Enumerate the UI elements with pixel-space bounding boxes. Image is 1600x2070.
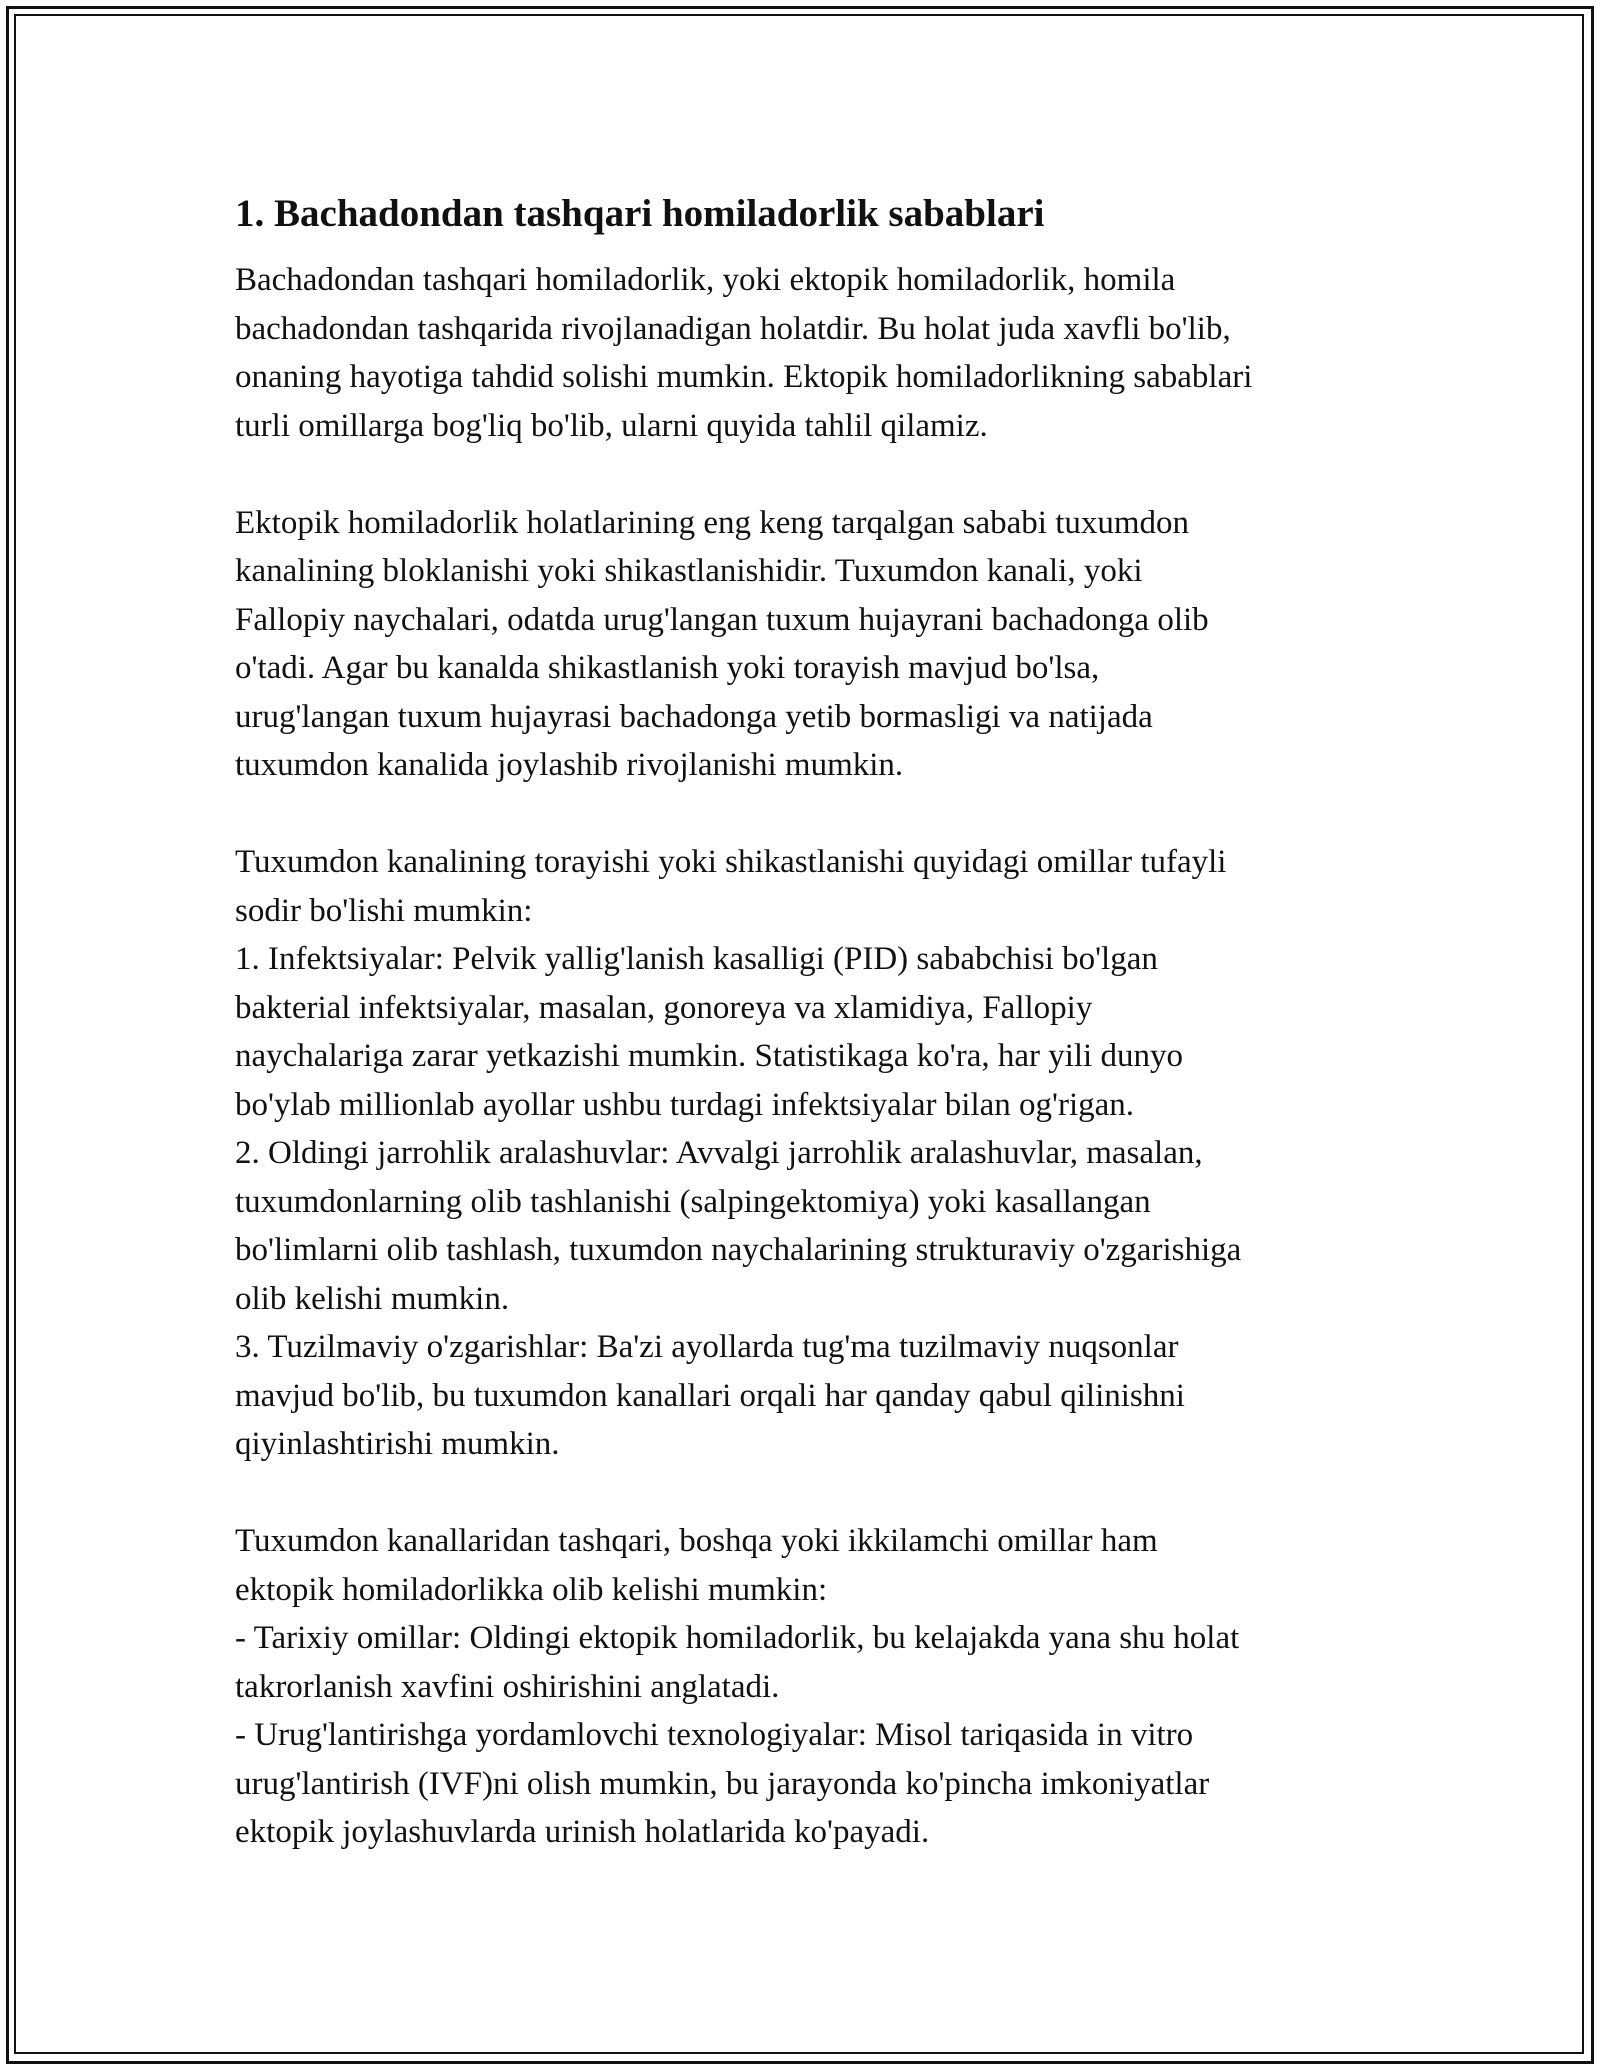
document-body <box>235 186 1375 1905</box>
text-line: turli omillarga bog'liq bo'lib, ularni quyida tahlil qilamiz. <box>235 407 988 444</box>
text-line: bo'limlarni olib tashlash, tuxumdon naychalarining strukturaviy o'zgarishiga <box>235 1232 1242 1268</box>
text-line: urug'langan tuxum hujayrasi bachadonga yetib bormasligi va natijada <box>235 698 1153 735</box>
text-line: takrorlanish xavfini oshirishini anglatadi. <box>235 1668 780 1705</box>
text-line: tuxumdon kanalida joylashib rivojlanishi mumkin. <box>235 747 904 783</box>
text-line: Bachadondan tashqari homiladorlik, yoki ektopik homiladorlik, homila <box>235 262 1176 298</box>
list-item-line: 1. Infektsiyalar: Pelvik yallig'lanish kasalligi (PID) sababchisi bo'lgan <box>235 941 1158 977</box>
text-line: o'tadi. Agar bu kanalda shikastlanish yoki torayish mavjud bo'lsa, <box>235 650 1100 686</box>
text-line: qiyinlashtirishi mumkin. <box>235 1426 560 1462</box>
list-item-line: - Tarixiy omillar: Oldingi ektopik homiladorlik, bu kelajakda yana shu holat <box>235 1620 1240 1656</box>
text-line: tuxumdonlarning olib tashlanishi (salpingektomiya) yoki kasallangan <box>235 1183 1151 1220</box>
paragraph-factors-list <box>235 838 1375 1469</box>
text-line: bakterial infektsiyalar, masalan, gonoreya va xlamidiya, Fallopiy <box>235 989 1093 1026</box>
text-line: urug'lantirish (IVF)ni olish mumkin, bu jarayonda ko'pincha imkoniyatlar <box>235 1765 1210 1802</box>
text-line: Tuxumdon kanallaridan tashqari, boshqa yoki ikkilamchi omillar ham <box>235 1523 1158 1559</box>
text-line: onaning hayotiga tahdid solishi mumkin. Ektopik homiladorlikning sabablari <box>235 359 1253 395</box>
text-line: bo'ylab millionlab ayollar ushbu turdagi infektsiyalar bilan og'rigan. <box>235 1086 1135 1123</box>
text-line: kanalining bloklanishi yoki shikastlanishidir. Tuxumdon kanali, yoki <box>235 553 1143 589</box>
text-line: naychalariga zarar yetkazishi mumkin. Statistikaga ko'ra, har yili dunyo <box>235 1038 1183 1074</box>
text-line: olib kelishi mumkin. <box>235 1280 510 1317</box>
list-item-line: 3. Tuzilmaviy o'zgarishlar: Ba'zi ayollarda tug'ma tuzilmaviy nuqsonlar <box>235 1329 1179 1365</box>
list-item-line: - Urug'lantirishga yordamlovchi texnologiyalar: Misol tariqasida in vitro <box>235 1717 1194 1753</box>
text-line: Ektopik homiladorlik holatlarining eng keng tarqalgan sababi tuxumdon <box>235 504 1190 541</box>
text-line: ektopik homiladorlikka olib kelishi mumkin: <box>235 1571 828 1608</box>
text-line: Tuxumdon kanalining torayishi yoki shikastlanishi quyidagi omillar tufayli <box>235 844 1227 880</box>
paragraph-secondary-factors <box>235 1517 1375 1857</box>
paragraph-main-cause <box>235 499 1375 790</box>
paragraph-intro <box>235 256 1375 450</box>
text-line: sodir bo'lishi mumkin: <box>235 892 533 929</box>
list-item-line: 2. Oldingi jarrohlik aralashuvlar: Avvalgi jarrohlik aralashuvlar, masalan, <box>235 1135 1203 1171</box>
text-line: Fallopiy naychalari, odatda urug'langan tuxum hujayrani bachadonga olib <box>235 601 1209 638</box>
document-title: 1. Bachadondan tashqari homiladorlik sabablari <box>235 192 1045 235</box>
text-line: bachadondan tashqarida rivojlanadigan holatdir. Bu holat juda xavfli bo'lib, <box>235 310 1231 347</box>
text-line: mavjud bo'lib, bu tuxumdon kanallari orqali har qanday qabul qilinishni <box>235 1377 1185 1414</box>
text-line: ektopik joylashuvlarda urinish holatlarida ko'payadi. <box>235 1814 930 1850</box>
